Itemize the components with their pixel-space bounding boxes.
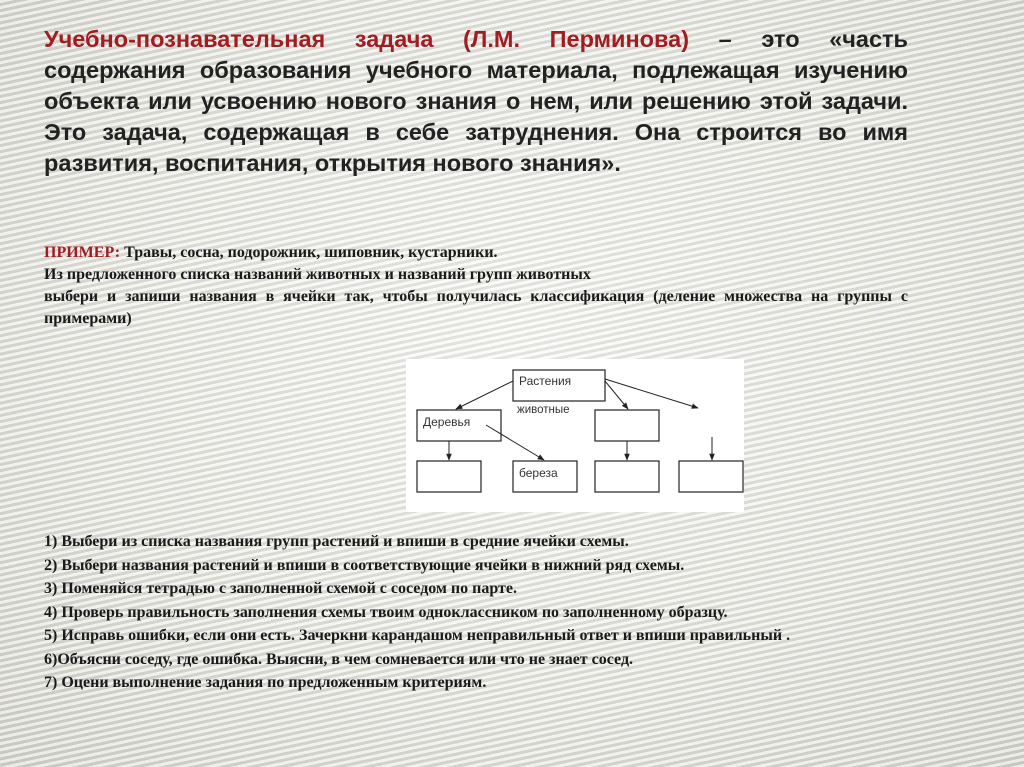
task-list bbox=[44, 530, 908, 695]
example-line-3: выбери и запиши названия в ячейки так, чтобы получилась классификация (деление множества на группы с примерами) bbox=[44, 288, 908, 327]
arrow-left-to-bottom-2 bbox=[486, 425, 544, 460]
task-item: 4) Проверь правильность заполнения схемы твоим одноклассником по заполненному образцу. bbox=[44, 603, 728, 621]
task-item: 1) Выбери из списка названия групп растений и впиши в средние ячейки схемы. bbox=[44, 533, 629, 550]
task-item: 6)Объясни соседу, где ошибка. Выясни, в чем сомневается или что не знает сосед. bbox=[44, 650, 634, 668]
example-label: ПРИМЕР: bbox=[44, 244, 121, 261]
example-line-1 bbox=[44, 242, 908, 264]
definition-paragraph bbox=[44, 24, 908, 179]
mid-left-label: Деревья bbox=[423, 415, 471, 429]
stray-label: животные bbox=[517, 404, 570, 416]
task-item: 2) Выбери названия растений и впиши в соответствующие ячейки в нижний ряд схемы. bbox=[44, 556, 685, 574]
example-items: Травы, сосна, подорожник, шиповник, кустарники. bbox=[120, 244, 498, 261]
classification-diagram bbox=[406, 359, 744, 512]
bottom-box-3 bbox=[595, 461, 659, 492]
arrow-root-to-left bbox=[456, 381, 513, 409]
example-line-2: Из предложенного списка названий животных и названий групп животных bbox=[44, 266, 591, 283]
mid-right-box bbox=[595, 410, 659, 441]
bottom-label: береза bbox=[519, 466, 558, 480]
bottom-box-1 bbox=[417, 461, 481, 492]
task-item: 7) Оцени выполнение задания по предложенным критериям. bbox=[44, 674, 487, 691]
root-label: Растения bbox=[519, 374, 572, 388]
definition-text: – это «часть содержания образования учебного материала, подлежащая изучению объекта или усвоению нового знания о нем, или решению этой задачи. Это задача, содержащая в себе затруднения. Она строится во имя развития, воспитания, открытия нового знания». bbox=[44, 26, 908, 176]
example-block bbox=[44, 242, 908, 330]
diagram-svg bbox=[406, 359, 744, 512]
bottom-box-4 bbox=[679, 461, 743, 492]
task-item: 5) Исправь ошибки, если они есть. Зачеркни карандашом неправильный ответ и впиши правильный . bbox=[44, 627, 791, 644]
arrow-root-to-right bbox=[605, 379, 698, 408]
definition-term: Учебно-познавательная задача (Л.М. Перминова) bbox=[44, 26, 690, 52]
task-item: 3) Поменяйся тетрадью с заполненной схемой с соседом по парте. bbox=[44, 580, 517, 597]
